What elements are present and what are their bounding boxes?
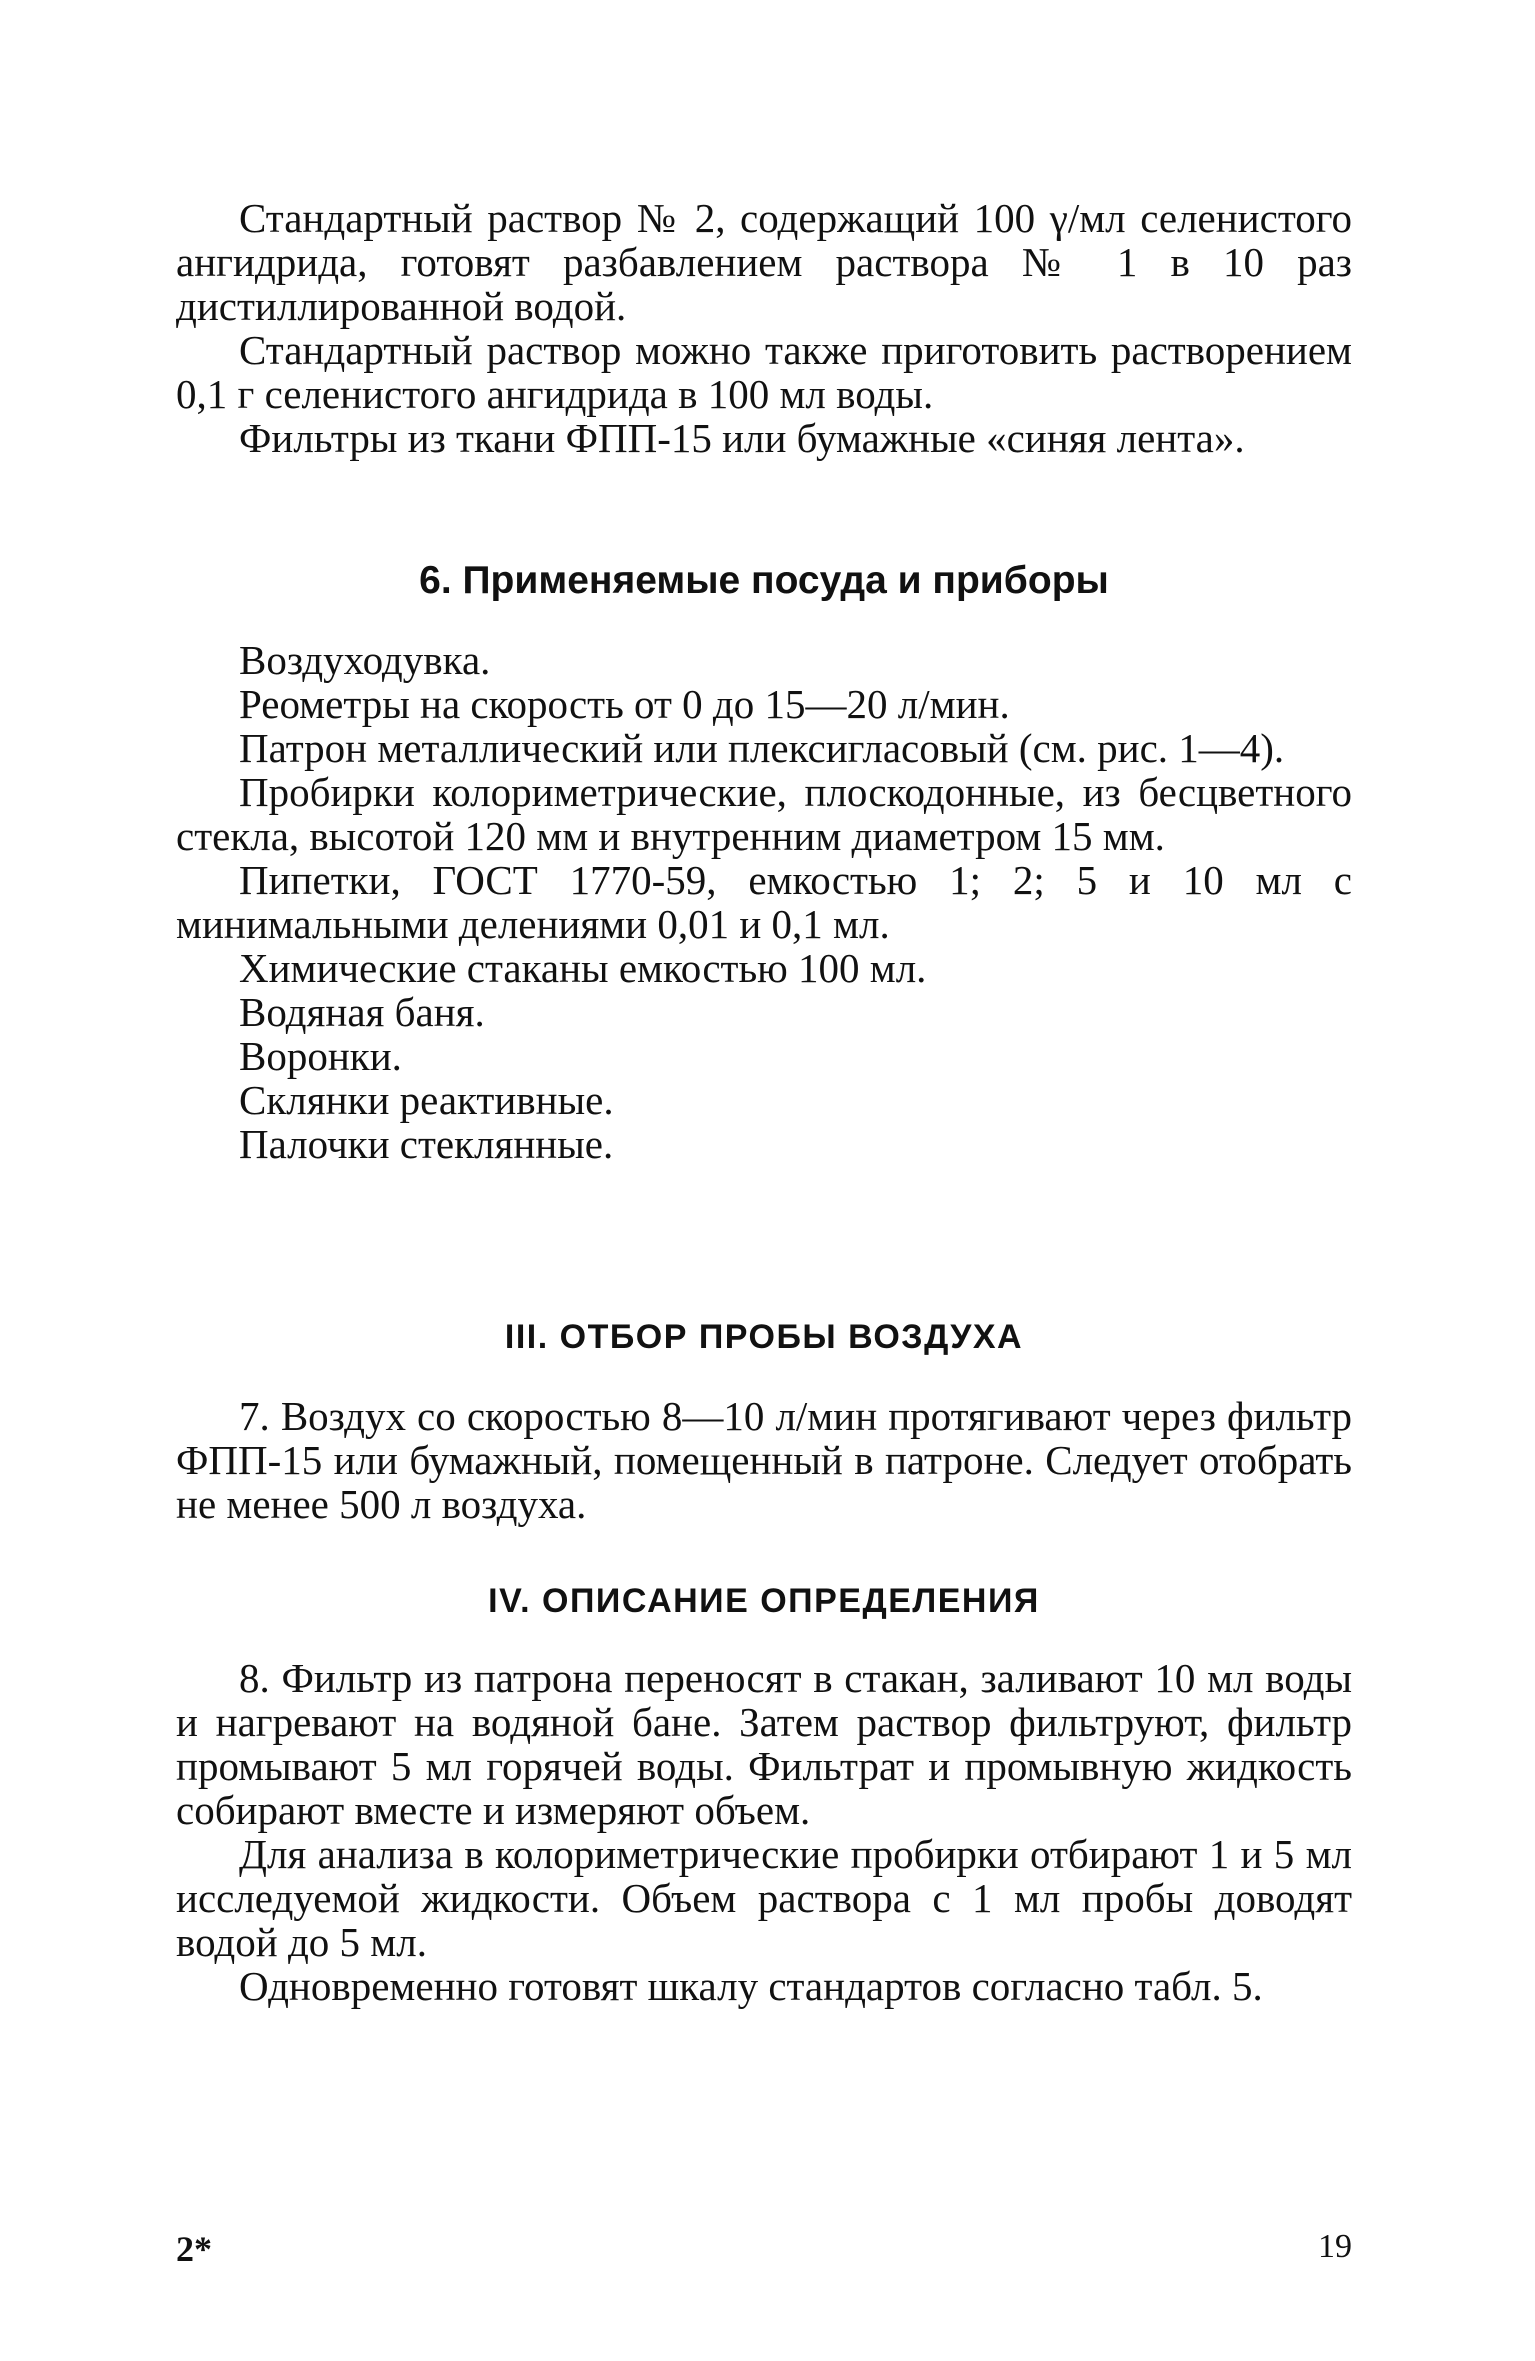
section-procedure [176,1656,1352,2008]
list-item: Химические стаканы емкостью 100 мл. [239,945,927,991]
section-heading: 6. Применяемые посуда и приборы [419,559,1109,602]
equipment-list [176,638,1352,1166]
section-sampling [176,1394,1352,1526]
list-item: Палочки стеклянные. [239,1121,614,1167]
list-item: Склянки реактивные. [239,1077,614,1123]
paragraph: Для анализа в колориметрические пробирки отбирают 1 и 5 мл исследуемой жидкости. Объем раствора с 1 мл пробы доводят водой до 5 мл. [176,1831,1352,1965]
signature-mark: 2* [176,2229,212,2269]
page-number: 19 [1318,2228,1352,2265]
paragraph: 7. Воздух со скоростью 8—10 л/мин протягивают через фильтр ФПП-15 или бумажный, помещенный в патроне. Следует отобрать не менее 500 л воздуха. [176,1393,1352,1527]
list-item: Пипетки, ГОСТ 1770-59, емкостью 1; 2; 5 и 10 мл с минимальными делениями 0,01 и 0,1 мл. [176,857,1352,947]
section-heading: III. ОТБОР ПРОБЫ ВОЗДУХА [504,1318,1024,1356]
list-item: Водяная баня. [239,989,485,1035]
list-item: Воздуходувка. [239,637,491,683]
list-item: Реометры на скорость от 0 до 15—20 л/мин. [239,681,1010,727]
list-item: Патрон металлический или плексигласовый (см. рис. 1—4). [239,725,1285,771]
section-standard-solutions [176,196,1352,460]
paragraph: Фильтры из ткани ФПП-15 или бумажные «синяя лента». [239,415,1245,461]
list-item: Воронки. [239,1033,402,1079]
paragraph: Стандартный раствор можно также приготовить растворением 0,1 г селенистого ангидрида в 100 мл воды. [176,327,1352,417]
section-heading: IV. ОПИСАНИЕ ОПРЕДЕЛЕНИЯ [488,1582,1040,1620]
list-item: Пробирки колориметрические, плоскодонные, из бесцветного стекла, высотой 120 мм и внутренним диаметром 15 мм. [176,769,1352,859]
paragraph: Стандартный раствор № 2, содержащий 100 γ/мл селенистого ангидрида, готовят разбавлением раствора № 1 в 10 раз дистиллированной водой. [176,195,1352,329]
paragraph: Одновременно готовят шкалу стандартов согласно табл. 5. [239,1963,1263,2009]
paragraph: 8. Фильтр из патрона переносят в стакан, заливают 10 мл воды и нагревают на водяной бане. Затем раствор фильтруют, фильтр промывают 5 мл горячей воды. Фильтрат и промывную жидкость собирают вместе и измеряют объем. [176,1655,1352,1833]
